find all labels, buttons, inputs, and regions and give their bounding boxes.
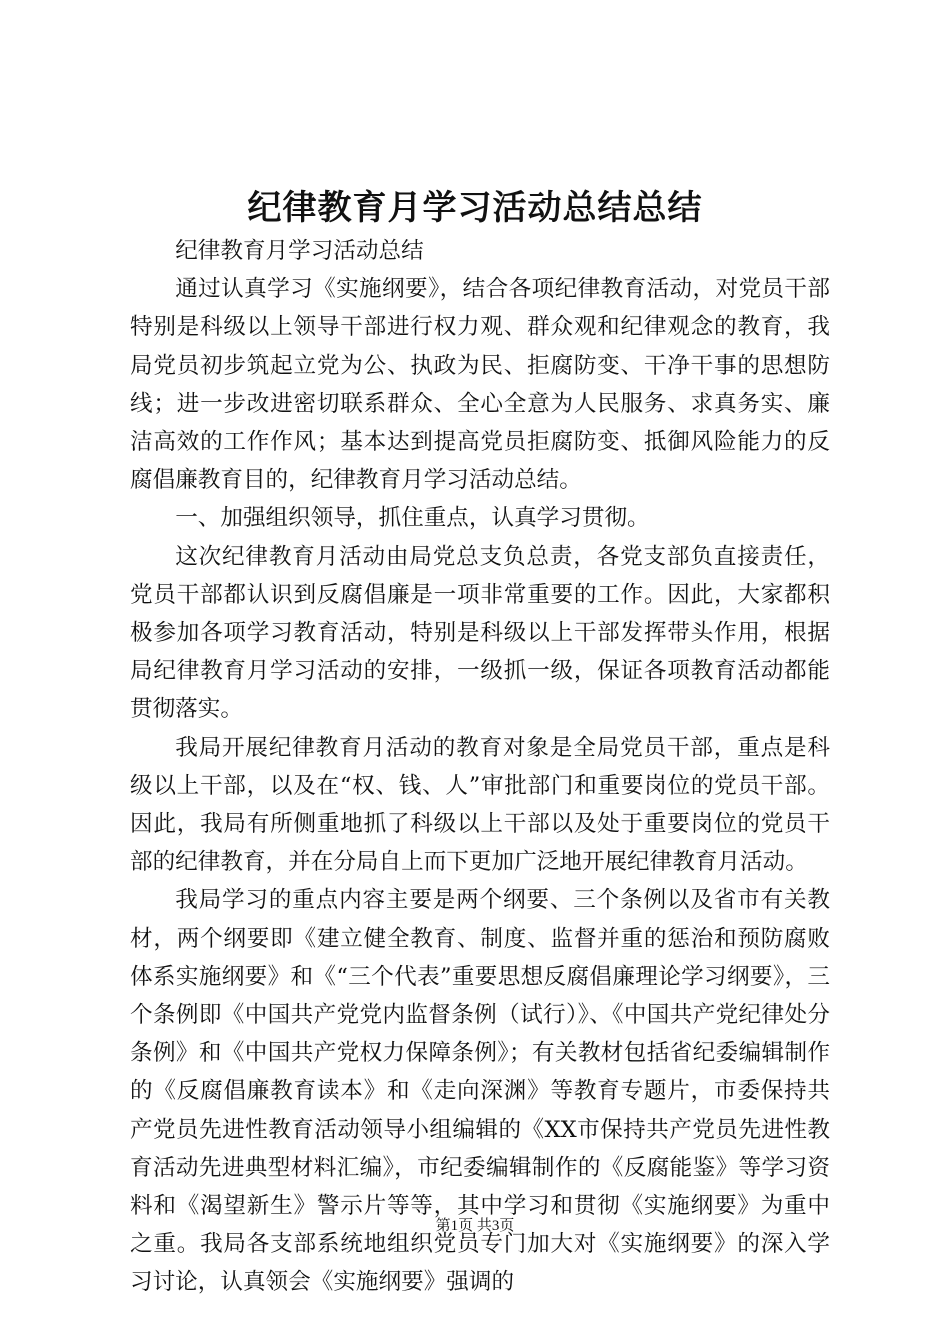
section-heading: 一、加强组织领导，抓住重点，认真学习贯彻。	[175, 505, 650, 532]
paragraph: 我局学习的重点内容主要是两个纲要、三个条例以及省市有关教材，两个纲要即《建立健全教育、制度、监督并重的惩治和预防腐败体系实施纲要》和《“三个代表”重要思想反腐倡廉理论学习纲要》，三个条例即《中国共产党党内监督条例（试行）》、《中国共产党纪律处分条例》和《中国共产党权力保障条例》；有关教材包括省纪委编辑制作的《反腐倡廉教育读本》和《走向深渊》等教育专题片，市委保持共产党员先进性教育活动领导小组编辑的《XX市保持共产党员先进性教育活动先进典型材料汇编》，市纪委编辑制作的《反腐能鉴》等学习资料和《渴望新生》警示片等等，其中学习和贯彻《实施纲要》为重中之重。我局各支部系统地组织党员专门加大对《实施纲要》的深入学习讨论，认真领会《实施纲要》强调的	[130, 887, 830, 1296]
paragraph: 我局开展纪律教育月活动的教育对象是全局党员干部，重点是科级以上干部，以及在“权、钱、人”审批部门和重要岗位的党员干部。因此，我局有所侧重地抓了科级以上干部以及处于重要岗位的党员干部的纪律教育，并在分局自上而下更加广泛地开展纪律教育月活动。	[130, 734, 830, 876]
document-body	[130, 232, 830, 1302]
page-number-footer: 第1页 共3页	[435, 1218, 515, 1234]
paragraph: 通过认真学习《实施纲要》，结合各项纪律教育活动，对党员干部特别是科级以上领导干部进行权力观、群众观和纪律观念的教育，我局党员初步筑起立党为公、执政为民、拒腐防变、干净干事的思想防线；进一步改进密切联系群众、全心全意为人民服务、求真务实、廉洁高效的工作作风；基本达到提高党员拒腐防变、抵御风险能力的反腐倡廉教育目的，纪律教育月学习活动总结。	[130, 276, 830, 494]
document-title: 纪律教育月学习活动总结总结	[247, 188, 703, 228]
paragraph-subtitle: 纪律教育月学习活动总结	[175, 238, 424, 264]
paragraph: 这次纪律教育月活动由局党总支负总责，各党支部负直接责任，党员干部都认识到反腐倡廉是一项非常重要的工作。因此，大家都积极参加各项学习教育活动，特别是科级以上干部发挥带头作用，根据局纪律教育月学习活动的安排，一级抓一级，保证各项教育活动都能贯彻落实。	[130, 543, 830, 723]
